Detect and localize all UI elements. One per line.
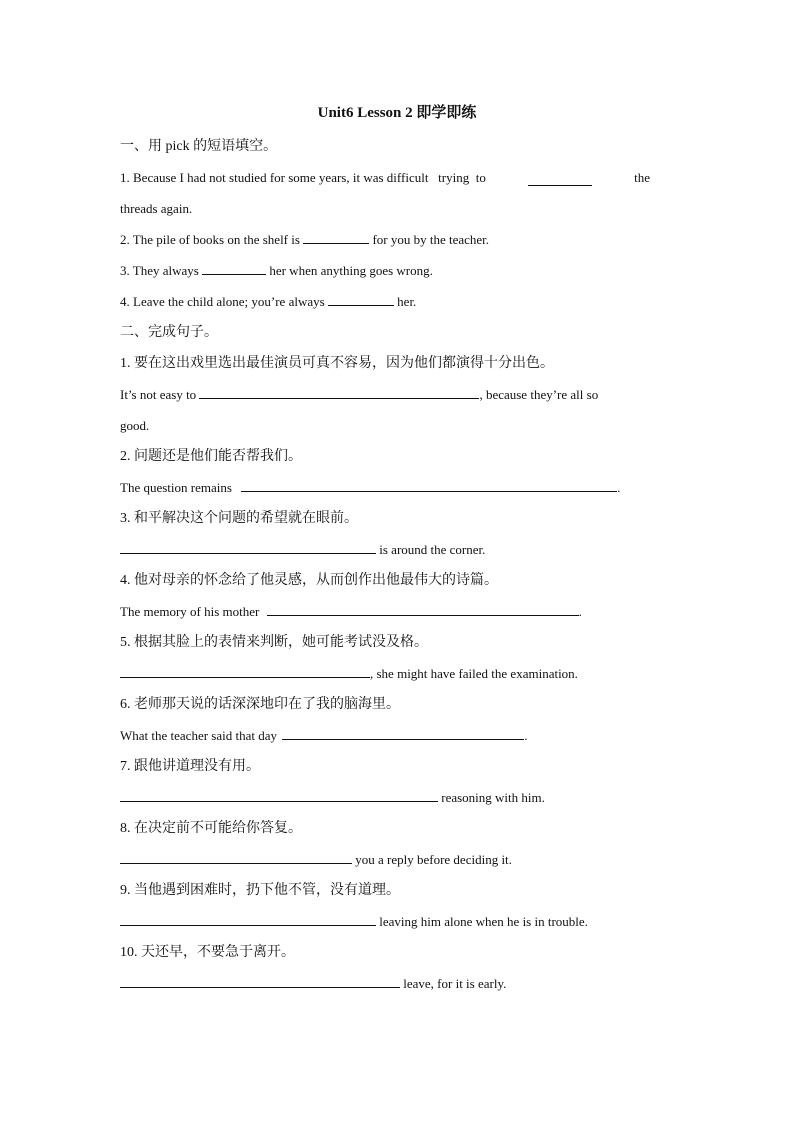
sentence-1-cont: good. <box>120 418 150 433</box>
worksheet-content <box>120 131 650 999</box>
sentence-2-english <box>120 472 650 503</box>
sentence-2-blank[interactable] <box>241 479 617 492</box>
sentence-2-chinese: 2. 问题还是他们能否帮我们。 <box>120 449 302 464</box>
sentence-9-blank[interactable] <box>120 913 376 926</box>
question-4 <box>120 286 650 317</box>
sentence-2-post: . <box>617 480 621 495</box>
sentence-10-post: leave, for it is early. <box>403 976 507 991</box>
sentence-1-post: , because they’re all so <box>479 387 599 402</box>
question-4-text-end: her. <box>397 294 417 309</box>
question-1-blank[interactable] <box>528 173 592 186</box>
question-1-text-end: the <box>634 170 650 185</box>
sentence-4-pre: The memory of his mother <box>120 604 260 619</box>
question-2 <box>120 224 650 255</box>
sentence-1-pre: It’s not easy to <box>120 387 197 402</box>
sentence-1-english <box>120 379 650 410</box>
question-4-blank[interactable] <box>328 293 394 306</box>
sentence-1-blank[interactable] <box>199 386 479 399</box>
question-1-text: 1. Because I had not studied for some years, it was difficult trying to <box>120 170 486 185</box>
sentence-7-blank[interactable] <box>120 789 438 802</box>
sentence-7-english <box>120 782 650 813</box>
sentence-5-chinese: 5. 根据其脸上的表情来判断，她可能考试没及格。 <box>120 635 428 650</box>
sentence-6-english <box>120 720 650 751</box>
sentence-9-english <box>120 906 650 937</box>
sentence-10-blank[interactable] <box>120 975 400 988</box>
question-1 <box>120 162 650 193</box>
question-3 <box>120 255 650 286</box>
section1-heading: 一、用 pick 的短语填空。 <box>120 139 278 154</box>
sentence-3-blank[interactable] <box>120 541 376 554</box>
question-1-cont: threads again. <box>120 201 193 216</box>
question-2-text-end: for you by the teacher. <box>372 232 490 247</box>
sentence-5-post: , she might have failed the examination. <box>370 666 578 681</box>
sentence-8-blank[interactable] <box>120 851 352 864</box>
sentence-8-english <box>120 844 650 875</box>
question-2-text: 2. The pile of books on the shelf is <box>120 232 300 247</box>
sentence-4-chinese: 4. 他对母亲的怀念给了他灵感，从而创作出他最伟大的诗篇。 <box>120 573 498 588</box>
sentence-6-post: . <box>524 728 528 743</box>
sentence-5-english <box>120 658 650 689</box>
sentence-7-post: reasoning with him. <box>441 790 545 805</box>
sentence-10-chinese: 10. 天还早，不要急于离开。 <box>120 945 295 960</box>
sentence-4-post: . <box>578 604 582 619</box>
sentence-8-chinese: 8. 在决定前不可能给你答复。 <box>120 821 302 836</box>
question-2-blank[interactable] <box>303 231 369 244</box>
question-3-text-end: her when anything goes wrong. <box>269 263 433 278</box>
sentence-3-english <box>120 534 650 565</box>
sentence-6-chinese: 6. 老师那天说的话深深地印在了我的脑海里。 <box>120 697 400 712</box>
sentence-10-english <box>120 968 650 999</box>
sentence-8-post: you a reply before deciding it. <box>355 852 512 867</box>
sentence-4-blank[interactable] <box>267 603 579 616</box>
sentence-3-chinese: 3. 和平解决这个问题的希望就在眼前。 <box>120 511 358 526</box>
sentence-7-chinese: 7. 跟他讲道理没有用。 <box>120 759 260 774</box>
sentence-5-blank[interactable] <box>120 665 370 678</box>
sentence-1-chinese: 1. 要在这出戏里选出最佳演员可真不容易，因为他们都演得十分出色。 <box>120 356 554 371</box>
question-3-text: 3. They always <box>120 263 199 278</box>
section2-heading: 二、完成句子。 <box>120 325 218 340</box>
sentence-9-post: leaving him alone when he is in trouble. <box>379 914 588 929</box>
sentence-4-english <box>120 596 650 627</box>
sentence-6-pre: What the teacher said that day <box>120 728 278 743</box>
page-title: Unit6 Lesson 2 即学即练 <box>317 105 477 121</box>
sentence-9-chinese: 9. 当他遇到困难时，扔下他不管，没有道理。 <box>120 883 400 898</box>
question-4-text: 4. Leave the child alone; you’re always <box>120 294 325 309</box>
sentence-6-blank[interactable] <box>282 727 524 740</box>
sentence-3-post: is around the corner. <box>379 542 486 557</box>
question-3-blank[interactable] <box>202 262 266 275</box>
sentence-2-pre: The question remains <box>120 480 232 495</box>
